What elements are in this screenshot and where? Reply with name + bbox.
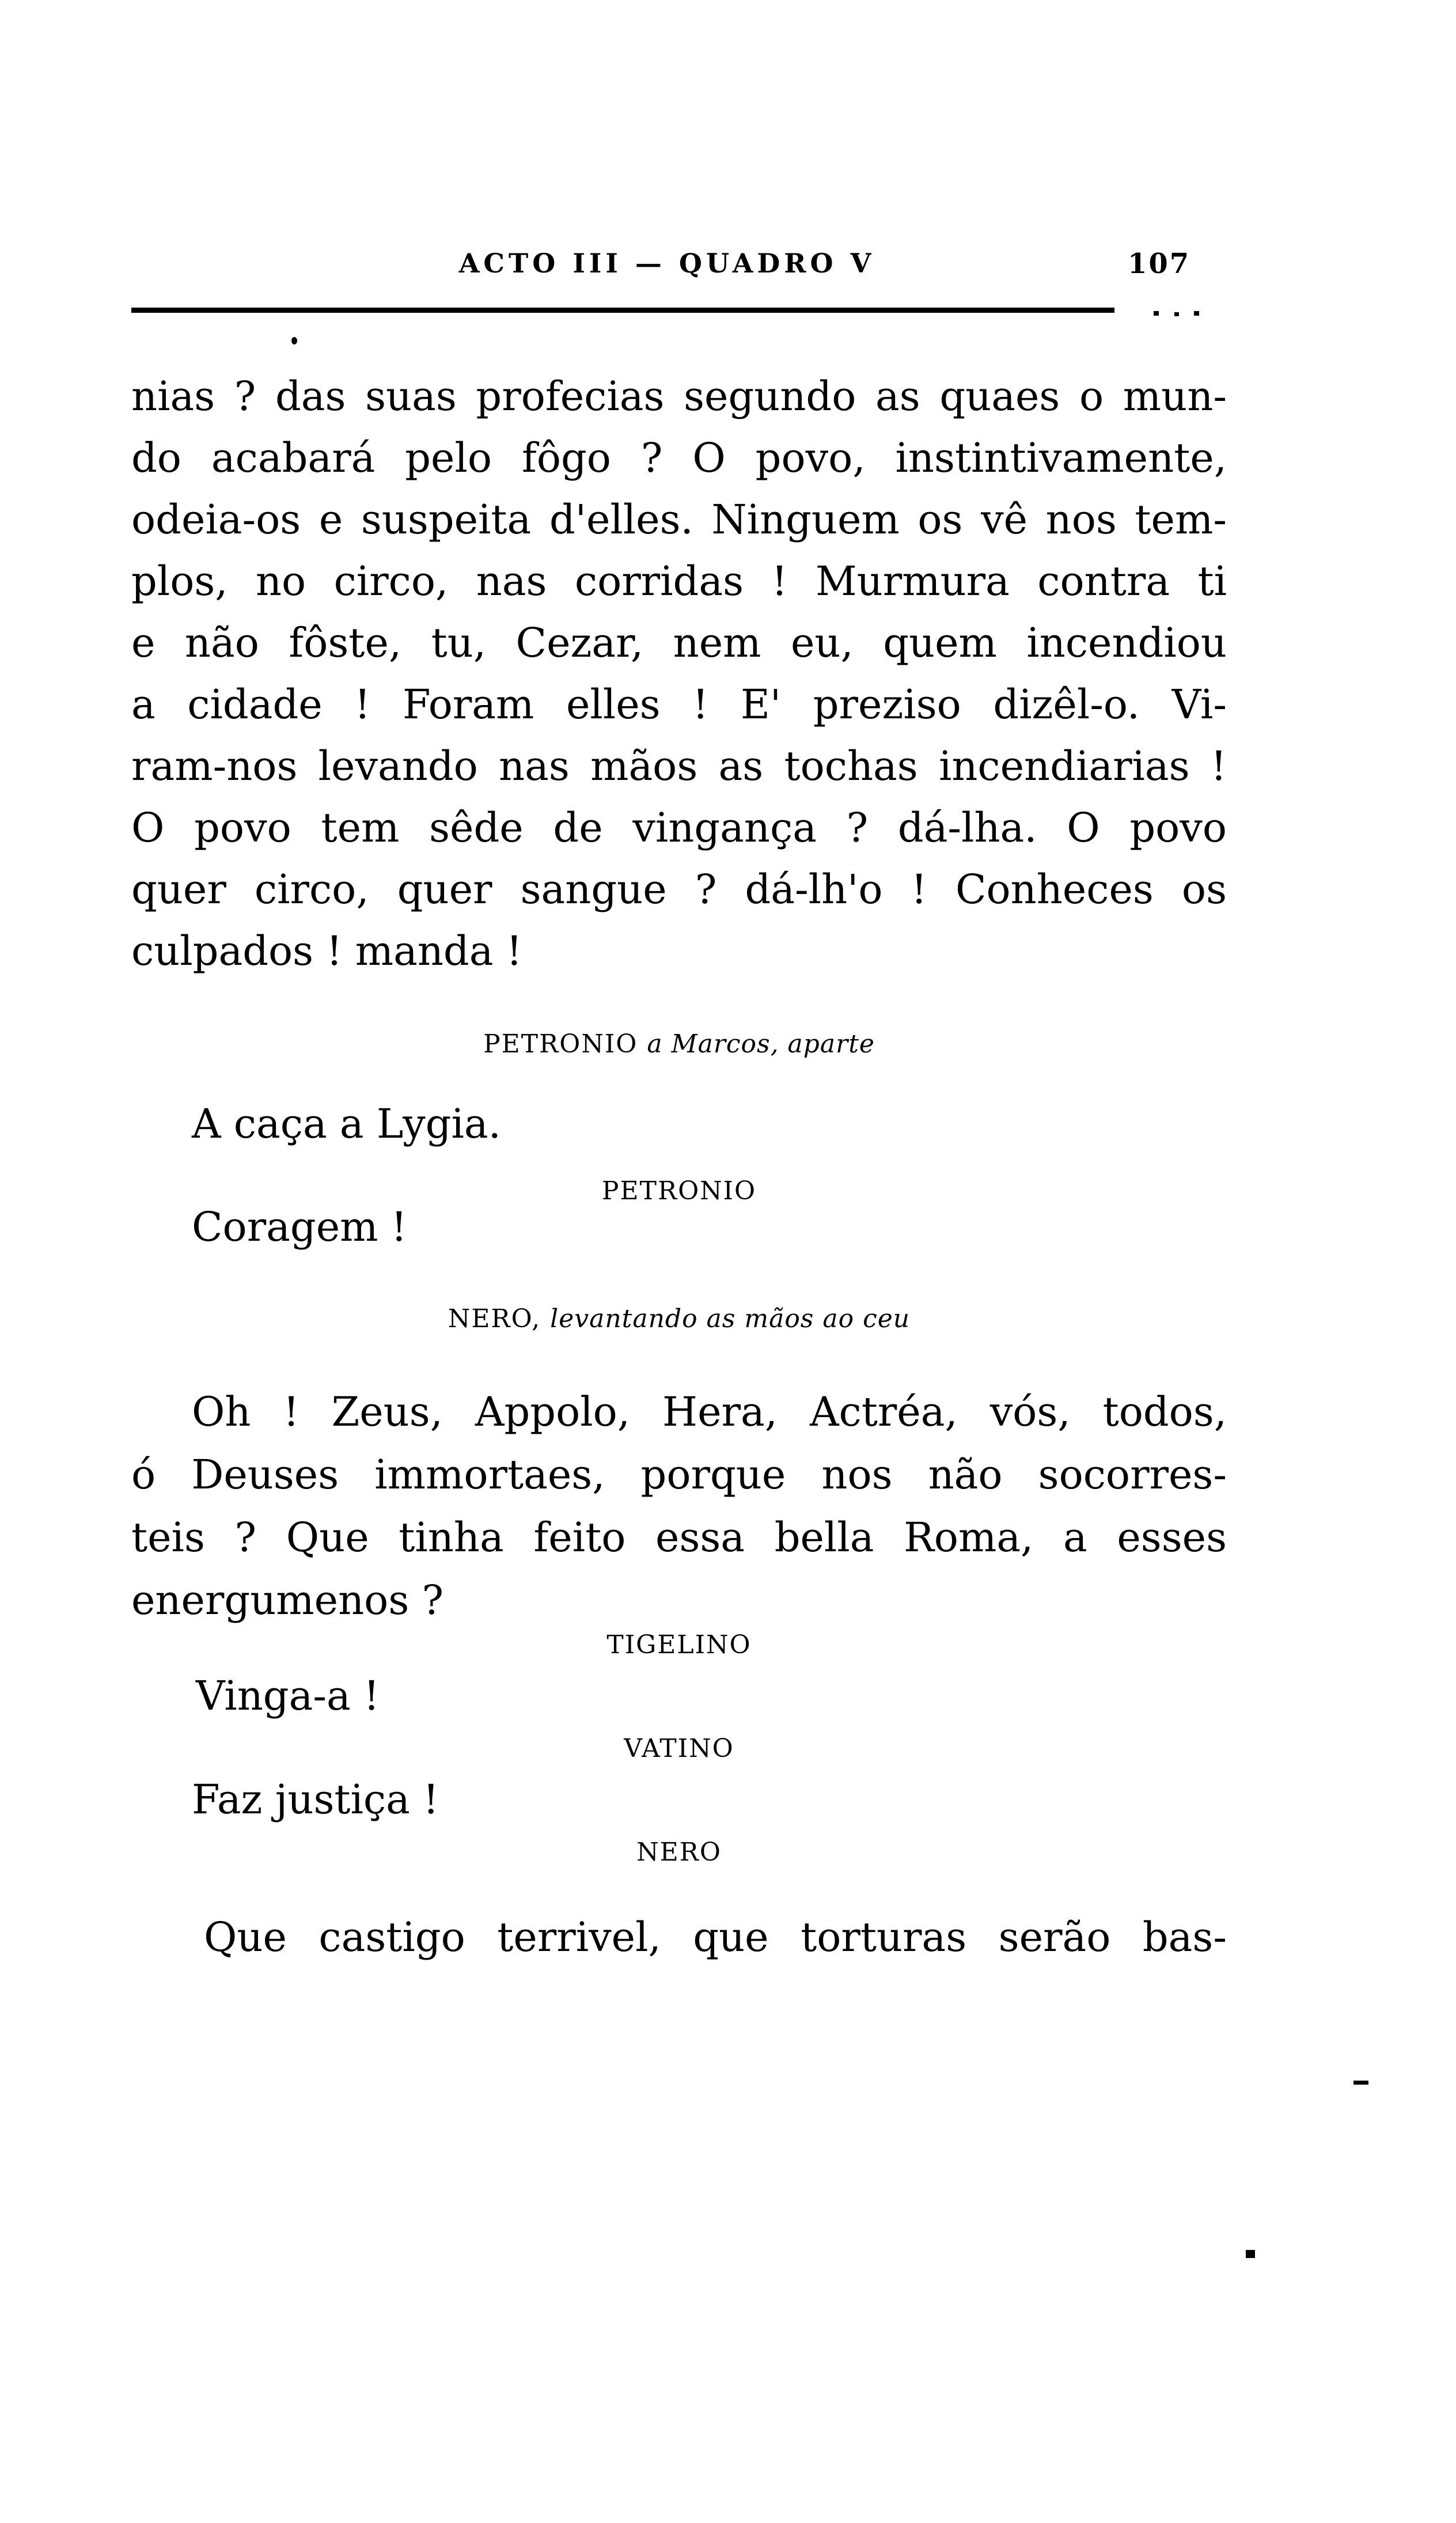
dialogue-line: Vinga-a !	[196, 1672, 380, 1719]
paragraph	[131, 366, 1227, 982]
text-line: O povo tem sêde de vingança ? dá-lha. O povo	[131, 804, 1227, 851]
text-line: Que castigo terrivel, que torturas serão bas-	[204, 1914, 1227, 1961]
dialogue-line: Faz justiça !	[192, 1776, 439, 1823]
text-line: energumenos ?	[131, 1577, 444, 1624]
text-line: nias ? das suas profecias segundo as quaes o mun-	[131, 373, 1227, 420]
speaker-name: PETRONIO	[601, 1176, 757, 1206]
ink-speck	[1246, 2250, 1255, 2258]
ink-speck	[1353, 2081, 1368, 2085]
dialogue-line: Coragem !	[192, 1203, 407, 1251]
text-line: do acabará pelo fôgo ? O povo, instintivamente,	[131, 434, 1227, 482]
header-rule	[131, 308, 1114, 313]
text-line: culpados ! manda !	[131, 927, 522, 975]
ink-speck	[1154, 311, 1159, 316]
text-line: quer circo, quer sangue ? dá-lh'o ! Conheces os	[131, 866, 1227, 913]
speaker-cue	[131, 1028, 1227, 1060]
speaker-name: NERO,	[448, 1304, 541, 1334]
text-line: odeia-os e suspeita d'elles. Ninguem os vê nos tem-	[131, 496, 1227, 543]
text-line: e não fôste, tu, Cezar, nem eu, quem incendiou	[131, 619, 1227, 666]
text-line: ram-nos levando nas mãos as tochas incendiarias !	[131, 742, 1227, 790]
ink-speck	[291, 337, 297, 344]
speaker-cue	[131, 1303, 1227, 1335]
text-line: Oh ! Zeus, Appolo, Hera, Actréa, vós, todos,	[192, 1388, 1227, 1435]
speaker-name: NERO	[636, 1838, 722, 1867]
paragraph	[131, 1907, 1227, 1968]
running-head-title: ACTO III — QUADRO V	[458, 248, 875, 279]
stage-direction: levantando as mãos ao ceu	[550, 1304, 911, 1334]
speaker-name: TIGELINO	[606, 1630, 752, 1660]
paragraph	[131, 1381, 1227, 1632]
text-line: teis ? Que tinha feito essa bella Roma, a esses	[131, 1514, 1227, 1561]
dialogue-line: A caça a Lygia.	[192, 1100, 501, 1147]
text-line: a cidade ! Foram elles ! E' preziso dizêl-o. Vi-	[131, 681, 1227, 728]
ink-speck	[1194, 311, 1199, 316]
stage-direction: a Marcos, aparte	[647, 1029, 875, 1059]
speaker-name: PETRONIO	[483, 1029, 638, 1059]
speaker-name: VATINO	[624, 1734, 734, 1763]
page-number: 107	[1128, 248, 1191, 280]
speaker-cue	[131, 1629, 1227, 1661]
speaker-cue	[131, 1733, 1227, 1765]
text-line: plos, no circo, nas corridas ! Murmura contra ti	[131, 558, 1227, 605]
ink-speck	[1174, 312, 1179, 316]
text-line: ó Deuses immortaes, porque nos não socorres-	[131, 1451, 1227, 1498]
speaker-cue	[131, 1836, 1227, 1869]
